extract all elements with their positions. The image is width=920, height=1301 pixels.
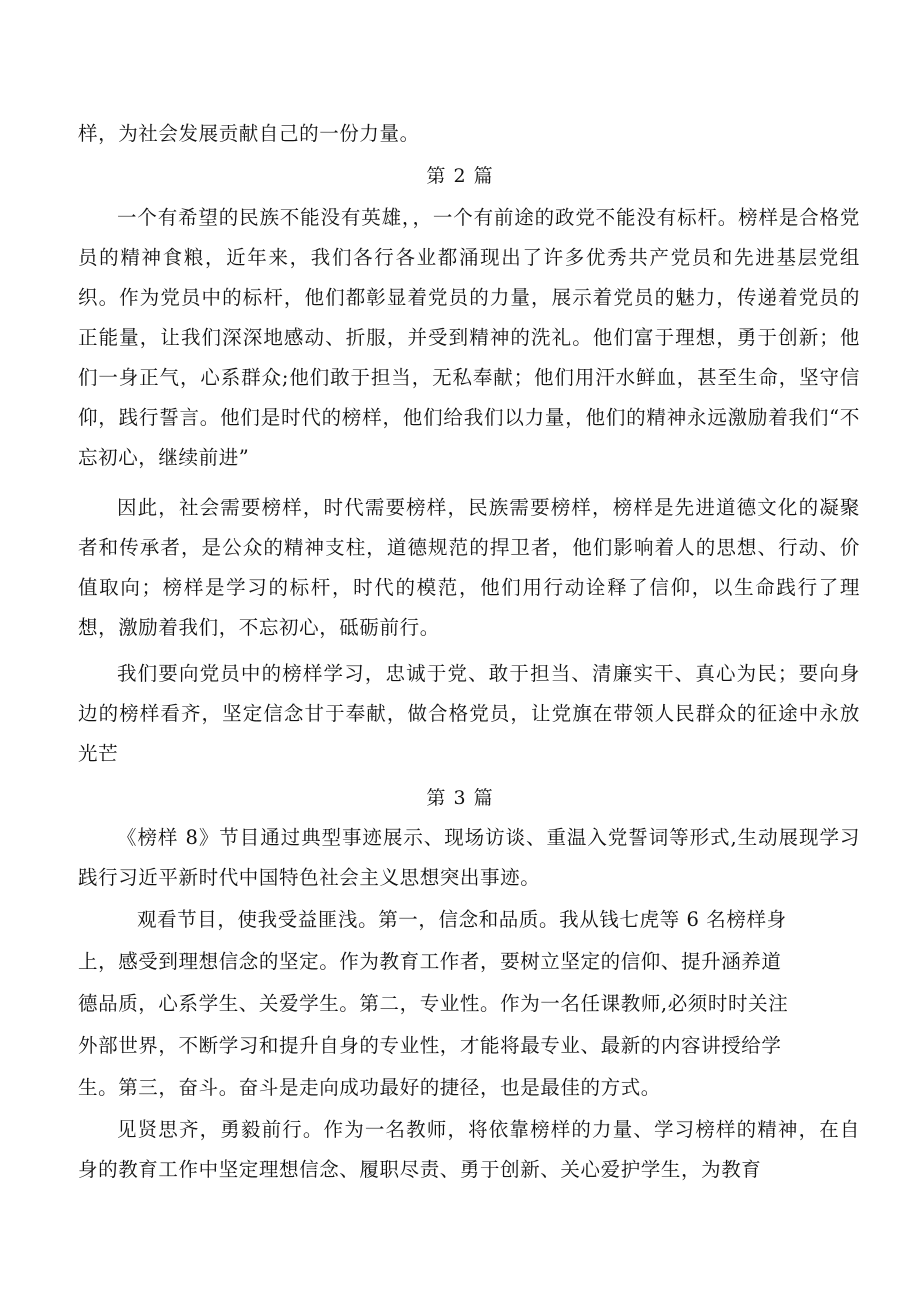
intro-tail-paragraph: 样，为社会发展贡献自己的一份力量。 xyxy=(78,122,420,145)
paragraph-line: 上，感受到理想信念的坚定。作为教育工作者，要树立坚定的信仰、提升涵养道 xyxy=(78,950,782,973)
section-2-paragraph-3: 我们要向党员中的榜样学习，忠诚于党、敢于担当、清廉实干、真心为民；要向身边的榜样看齐，坚定信念甘于奉献，做合格党员，让党旗在带领人民群众的征途中永放光芒 xyxy=(78,662,860,765)
paragraph-line: 外部世界，不断学习和提升自身的专业性，才能将最专业、最新的内容讲授给学 xyxy=(78,1034,782,1057)
section-2-paragraph-2: 因此，社会需要榜样，时代需要榜样，民族需要榜样，榜样是先进道德文化的凝聚者和传承者，是公众的精神支柱，道德规范的捍卫者，他们影响着人的思想、行动、价值取向；榜样是学习的标杆，时代的模范，他们用行动诠释了信仰，以生命践行了理想，激励着我们，不忘初心，砥砺前行。 xyxy=(78,496,860,639)
section-3-paragraph-1: 《榜样 8》节目通过典型事迹展示、现场访谈、重温入党誓词等形式,生动展现学习践行习近平新时代中国特色社会主义思想突出事迹。 xyxy=(78,826,860,889)
section-3-paragraph-3: 见贤思齐，勇毅前行。作为一名教师，将依靠榜样的力量、学习榜样的精神，在自身的教育工作中坚定理想信念、履职尽责、勇于创新、关心爱护学生，为教育 xyxy=(78,1118,860,1181)
paragraph-line: 生。第三，奋斗。奋斗是走向成功最好的捷径，也是最佳的方式。 xyxy=(78,1076,661,1099)
section-2-paragraph-1: 一个有希望的民族不能没有英雄，，一个有前途的政党不能没有标杆。榜样是合格党员的精神食粮，近年来，我们各行各业都涌现出了许多优秀共产党员和先进基层党组织。作为党员中的标杆，他们都彰显着党员的力量，展示着党员的魅力，传递着党员的正能量，让我们深深地感动、折服，并受到精神的洗礼。他们富于理想，勇于创新；他们一身正气，心系群众;他们敢于担当，无私奉献；他们用汗水鲜血，甚至生命，坚守信仰，践行誓言。他们是时代的榜样，他们给我们以力量，他们的精神永远激励着我们“不忘初心，继续前进” xyxy=(78,206,860,469)
section-2-heading: 第 2 篇 xyxy=(426,165,494,187)
paragraph-line: 观看节目，使我受益匪浅。第一，信念和品质。我从钱七虎等 6 名榜样身 xyxy=(137,908,787,931)
section-3-heading: 第 3 篇 xyxy=(426,787,494,809)
paragraph-line: 德品质，心系学生、关爱学生。第二，专业性。作为一名任课教师,必须时时关注 xyxy=(78,992,789,1015)
